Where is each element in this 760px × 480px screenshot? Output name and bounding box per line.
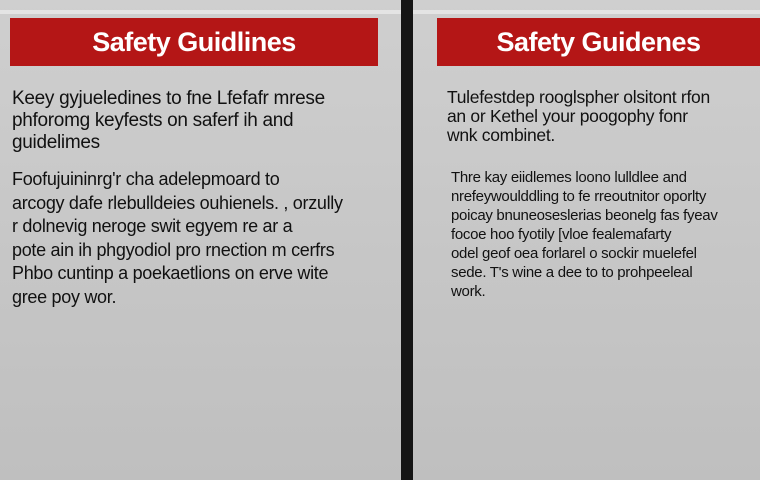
right-title-banner <box>437 18 760 66</box>
left-body-paragraph: Foofujuininrg'r cha adelepmoard to arcogy dafe rlebulldeies ouhienels. , orzully r dolnevig neroge swit egyem re ar a pote ain ih phgyodiol pro rnection m cerfrs Phbo cuntinp a poekaetlions on erve wite gree poy wor. <box>12 169 343 307</box>
right-title: Safety Guidenes <box>496 26 701 57</box>
left-title-banner <box>10 18 378 66</box>
top-rule <box>413 10 760 14</box>
left-title: Safety Guidlines <box>92 26 296 57</box>
right-intro-paragraph: Tulefestdep rooglspher olsitont rfon an or Kethel your poogophy fonr wnk combinet. <box>447 87 710 145</box>
left-intro-paragraph: Keey gyjueledines to fne Lfefafr mrese phforomg keyfests on saferf ih and guidelimes <box>12 88 325 153</box>
right-guideline-card <box>413 0 760 480</box>
top-rule <box>0 10 401 14</box>
right-body-paragraph: Thre kay eiidlemes loono lulldlee and nrefeywoulddling to fe rreoutnitor oporlty poicay bnuneoseslerias beonelg fas fyeav focoe hoo fyotily [vloe fealemafarty odel geof oea forlarel o sockir muelefel sede. T's wine a dee to to prohpeeleal work. <box>451 169 718 300</box>
panel-divider <box>401 0 413 480</box>
